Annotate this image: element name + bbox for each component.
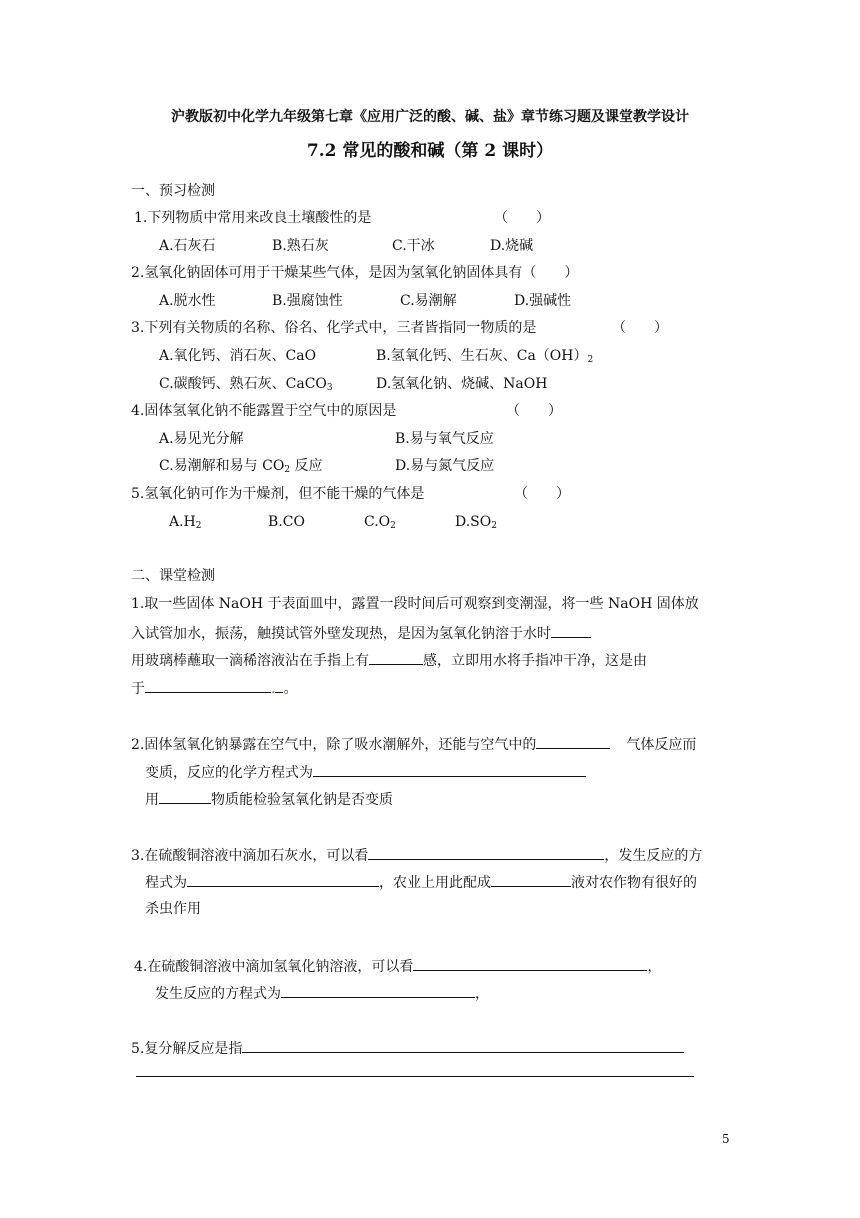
q2-option-c: C.易潮解: [400, 293, 457, 309]
q4-option-b: B.易与氧气反应: [395, 431, 494, 447]
q2-stem: 2.氢氧化钠固体可用于干燥某些气体，是因为氢氧化钠固体具有（ ）: [131, 265, 579, 281]
q5-option-a: $A.H_2$: [169, 514, 202, 531]
s2-q5-line1: 5.复分解反应是指: [131, 1038, 684, 1058]
q5-option-d: $D.SO_2$: [455, 514, 497, 531]
s2-q1-line4: 于 . 。: [131, 678, 297, 698]
answer-blank[interactable]: [413, 956, 647, 971]
section-heading-preview: 一、预习检测: [131, 183, 215, 199]
answer-blank[interactable]: [159, 789, 211, 804]
page-title: 7.2 常见的酸和碱（第 2 课时）: [306, 141, 554, 161]
s2-q4-line1: 4.在硫酸铜溶液中滴加氢氧化钠溶液，可以看 ，: [134, 956, 661, 976]
s2-q1-line2: 入试管加水，振荡，触摸试管外壁发现热，是因为氢氧化钠溶于水时: [131, 623, 591, 643]
page-number: 5: [722, 1132, 730, 1146]
document-header: 沪教版初中化学九年级第七章《应用广泛的酸、碱、盐》章节练习题及课堂教学设计: [171, 109, 689, 125]
q1-stem: 1.下列物质中常用来改良土壤酸性的是: [134, 210, 372, 226]
s2-q3-line2: 程式为 ，农业上用此配成 液对农作物有很好的: [145, 872, 697, 892]
s2-q2-line1: 2.固体氢氧化钠暴露在空气中，除了吸水潮解外，还能与空气中的 气体反应而: [131, 734, 696, 754]
q1-option-b: B.熟石灰: [272, 238, 329, 254]
answer-blank[interactable]: [536, 734, 610, 749]
answer-blank[interactable]: [313, 762, 586, 777]
s2-q1-line3: 用玻璃棒蘸取一滴稀溶液沾在手指上有 感，立即用水将手指冲干净，这是由: [131, 650, 647, 670]
q5-option-c: $C.O_2$: [364, 514, 396, 531]
q3-option-d: D.氢氧化钠、烧碱、NaOH: [376, 376, 548, 392]
answer-blank[interactable]: [369, 650, 423, 665]
q4-option-d: D.易与氮气反应: [395, 458, 495, 474]
q4-option-c: C.易潮解和易与 $CO_2$ 反应: [159, 458, 323, 475]
q3-option-b: B.氢氧化钙、生石灰、$Ca(OH)_2$: [376, 348, 594, 365]
section-heading-classroom: 二、课堂检测: [131, 568, 215, 584]
s2-q2-line3: 用 物质能检验氢氧化钠是否变质: [145, 789, 393, 809]
q3-stem: 3.下列有关物质的名称、俗名、化学式中，三者皆指同一物质的是: [131, 320, 537, 336]
q3-option-c: C.碳酸钙、熟石灰、CaCO$_3$: [159, 376, 333, 393]
s2-q1-line1: 1.取一些固体 NaOH 于表面皿中，露置一段时间后可观察到变潮湿，将一些 NaOH 固体放: [131, 596, 699, 612]
q3-answer-paren: （ ）: [612, 320, 668, 336]
q2-option-b: B.强腐蚀性: [272, 293, 343, 309]
q1-answer-paren: （ ）: [494, 210, 550, 226]
q4-stem: 4.固体氢氧化钠不能露置于空气中的原因是: [131, 403, 397, 419]
q1-option-c: C.干冰: [392, 238, 435, 254]
s2-q3-line1: 3.在硫酸铜溶液中滴加石灰水，可以看 ，发生反应的方: [131, 845, 702, 865]
q4-answer-paren: （ ）: [506, 403, 562, 419]
answer-blank[interactable]: [145, 678, 271, 693]
answer-blank[interactable]: [281, 983, 475, 998]
s2-q4-line2: 发生反应的方程式为 ，: [155, 983, 489, 1003]
q2-option-d: D.强碱性: [514, 293, 572, 309]
q1-option-a: A.石灰石: [159, 238, 216, 254]
answer-blank[interactable]: [368, 845, 604, 860]
q5-option-b: B.CO: [268, 514, 305, 530]
answer-blank[interactable]: [187, 872, 379, 887]
answer-blank[interactable]: [491, 872, 571, 887]
q2-option-a: A.脱水性: [159, 293, 216, 309]
q5-stem: 5.氢氧化钠可作为干燥剂，但不能干燥的气体是: [131, 486, 425, 502]
s2-q3-line3: 杀虫作用: [145, 901, 201, 917]
q1-option-d: D.烧碱: [490, 238, 534, 254]
q3-option-a: A.氧化钙、消石灰、CaO: [159, 348, 317, 364]
q5-answer-paren: （ ）: [514, 486, 570, 502]
answer-blank[interactable]: [242, 1038, 684, 1053]
q4-option-a: A.易见光分解: [159, 431, 244, 447]
answer-blank[interactable]: [551, 623, 591, 638]
s2-q2-line2: 变质，反应的化学方程式为: [145, 762, 586, 782]
answer-line[interactable]: [136, 1076, 694, 1077]
